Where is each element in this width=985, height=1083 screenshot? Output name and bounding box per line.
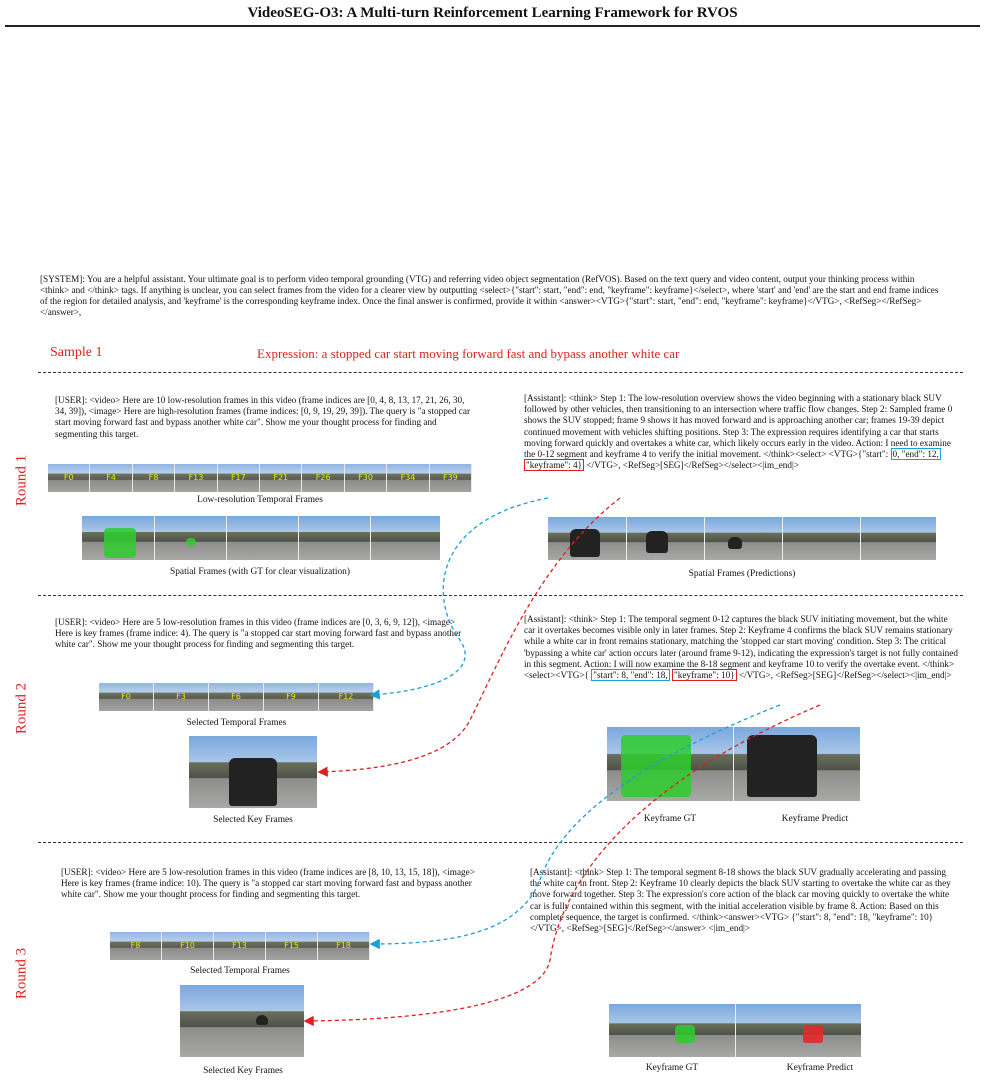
sample-label: Sample 1	[50, 345, 103, 360]
frame-thumb: F39	[430, 464, 472, 492]
frame-thumb: F10	[162, 932, 214, 960]
frame-thumb: F12	[319, 683, 374, 711]
frame-thumb: F34	[387, 464, 429, 492]
round3-label: Round 3	[13, 947, 30, 1000]
frame-thumb: F6	[209, 683, 264, 711]
arrow-r2-segment	[372, 705, 780, 944]
round2-gt-caption: Keyframe GT	[643, 814, 697, 824]
round2-keyframe-highlight: "keyframe": 10}	[674, 670, 735, 681]
round1-user-text: [USER]: <video> Here are 10 low-resolution frames in this video (frame indices are [0, 4, 8, 13, 17, 21, 26, 30, 34, 39]), <image> Here are high-resolution frames (frame indices: [0, 9, 19, 29, 39]). The query is "a stopped car start moving forward fast and bypass another white car". Show me your thought process for finding and segmenting this target.	[55, 395, 470, 439]
frame-thumb: F17	[218, 464, 260, 492]
paper-title: VideoSEG-O3: A Multi-turn Reinforcement Learning Framework for RVOS	[247, 5, 738, 21]
round1-assistant-text: [Assistant]: <think> Step 1: The low-resolution overview shows the video beginning with a stationary black SUV followed by other vehicles, then transitioning to an intersection where traffic flow changes. Step 2: Sampled frame 0 shows the SUV stopped; frame 9 shows it has moved forward and is approaching another car; frames 19-39 depict continued movement with vehicles shifting positions. Step 3: The expression requires identifying a car that starts moving forward quickly and overtakes a white car, which likely occurs early in the video. Action: I need to examine the 0-12 segment and keyframe 4 to verify the initial movement. </think><select> <VTG>{"start": 0, "end": 12, "keyframe": 4} </VTG>, <RefSeg>[SEG]</RefSeg></select><|im_end|>	[524, 393, 953, 471]
round2-user-text: [USER]: <video> Here are 5 low-resolution frames in this video (frame indices are [0, 3, 6, 9, 12]), <image> Here is key frames (frame indice: 4). The query is "a stopped car start moving forward fast and bypass another white car". Show me your thought process for finding and segmenting this target.	[55, 617, 462, 650]
round2-pred-caption: Keyframe Predict	[781, 814, 849, 824]
frame-thumb: F0	[99, 683, 154, 711]
round2-key-caption: Selected Key Frames	[213, 815, 293, 825]
round3-key-caption: Selected Key Frames	[203, 1066, 283, 1076]
round1-spatial-pred-caption: Spatial Frames (Predictions)	[688, 569, 796, 579]
frame-thumb: F15	[266, 932, 318, 960]
round3-gt-caption: Keyframe GT	[645, 1063, 699, 1073]
round1-keyframe-highlight: "keyframe": 4}	[526, 460, 583, 471]
round1-label: Round 1	[13, 454, 30, 507]
expression-label: Expression: a stopped car start moving forward fast and bypass another white car	[257, 346, 680, 361]
frame-thumb: F13	[214, 932, 266, 960]
round3-pred-caption: Keyframe Predict	[786, 1063, 854, 1073]
frame-thumb: F9	[264, 683, 319, 711]
frame-thumb: F8	[133, 464, 175, 492]
frame-thumb: F4	[90, 464, 132, 492]
round2-label: Round 2	[13, 682, 30, 735]
frame-thumb: F8	[110, 932, 162, 960]
frame-thumb: F18	[318, 932, 370, 960]
frame-thumb: F0	[48, 464, 90, 492]
frame-thumb: F21	[260, 464, 302, 492]
system-prompt: [SYSTEM]: You are a helpful assistant. Your ultimate goal is to perform video temporal grounding (VTG) and referring video object segmentation (RefVOS). Based on the text query and video content, output your thinking process within <think> and </think> tags. If anything is unclear, you can select frames from the video for a clearer view by outputting <select>{"start": start, "end": end, "keyframe": keyframe}</select>, where 'start' and 'end' are the start and end frame indices of the region for detailed analysis, and 'keyframe' is the corresponding keyframe index. Once the final answer is confirmed, provide it within <answer><VTG>{"start": start, "end": end, "keyframe": keyframe}</VTG>, <RefSeg></RefSeg></answer>,	[40, 274, 939, 317]
round1-temporal-caption: Low-resolution Temporal Frames	[197, 495, 323, 505]
round3-temporal-caption: Selected Temporal Frames	[190, 966, 290, 976]
arrow-r1-segment	[372, 498, 548, 695]
round3-assistant-text: [Assistant]: <think> Step 1: The temporal segment 8-18 shows the black SUV gradually accelerating and passing the white car in front. Step 2: Keyframe 10 clearly depicts the black SUV starting to overtake the white car as they move forward together. Step 3: The expression's core action of the black car moving quickly to overtake the white car is fully contained within this segment, with the initial acceleration visible by frame 8. Action: Based on this complete sequence, the target is confirmed. </think><answer><VTG> {"start": 8, "end": 18, "keyframe": 10}</VTG>, <RefSeg>[SEG]</RefSeg></answer> <|im_end|>	[530, 867, 951, 934]
round1-segment-highlight: 0, "end": 12,	[892, 449, 939, 460]
round1-spatial-gt-caption: Spatial Frames (with GT for clear visualization)	[170, 567, 350, 577]
round2-temporal-caption: Selected Temporal Frames	[186, 718, 287, 728]
round2-segment-highlight: "start": 8, "end": 18,	[593, 670, 668, 681]
frame-thumb: F26	[302, 464, 344, 492]
frame-thumb: F3	[154, 683, 209, 711]
frame-thumb: F13	[175, 464, 217, 492]
arrow-r2-keyframe	[306, 705, 820, 1021]
arrow-r1-keyframe	[320, 498, 620, 772]
round3-user-text: [USER]: <video> Here are 5 low-resolution frames in this video (frame indices are [8, 10, 13, 15, 18]), <image> Here is key frames (frame indice: 10). The query is "a stopped car start moving forward fast and bypass another white car". Show me your thought process for finding and segmenting this target.	[61, 867, 475, 900]
frame-thumb: F30	[345, 464, 387, 492]
round2-assistant-text: [Assistant]: <think> Step 1: The temporal segment 0-12 captures the black SUV initiating movement, but the white car it overtakes becomes visible only in later frames. Step 2: Keyframe 4 confirms the black SUV remains stationary while a white car in front remains stationary, matching the 'stopped car start moving' condition. Step 3: The critical 'bypassing a white car' action occurs later (around frame 9-12), indicating the expression's target is not fully contained in this segment. Action: I will now examine the 8-18 segment and keyframe 10 to verify the overtake event. </think><select><VTG>{ "start": 8, "end": 18, "keyframe": 10} </VTG>, <RefSeg>[SEG]</RefSeg></select><|im_end|>	[524, 614, 958, 681]
